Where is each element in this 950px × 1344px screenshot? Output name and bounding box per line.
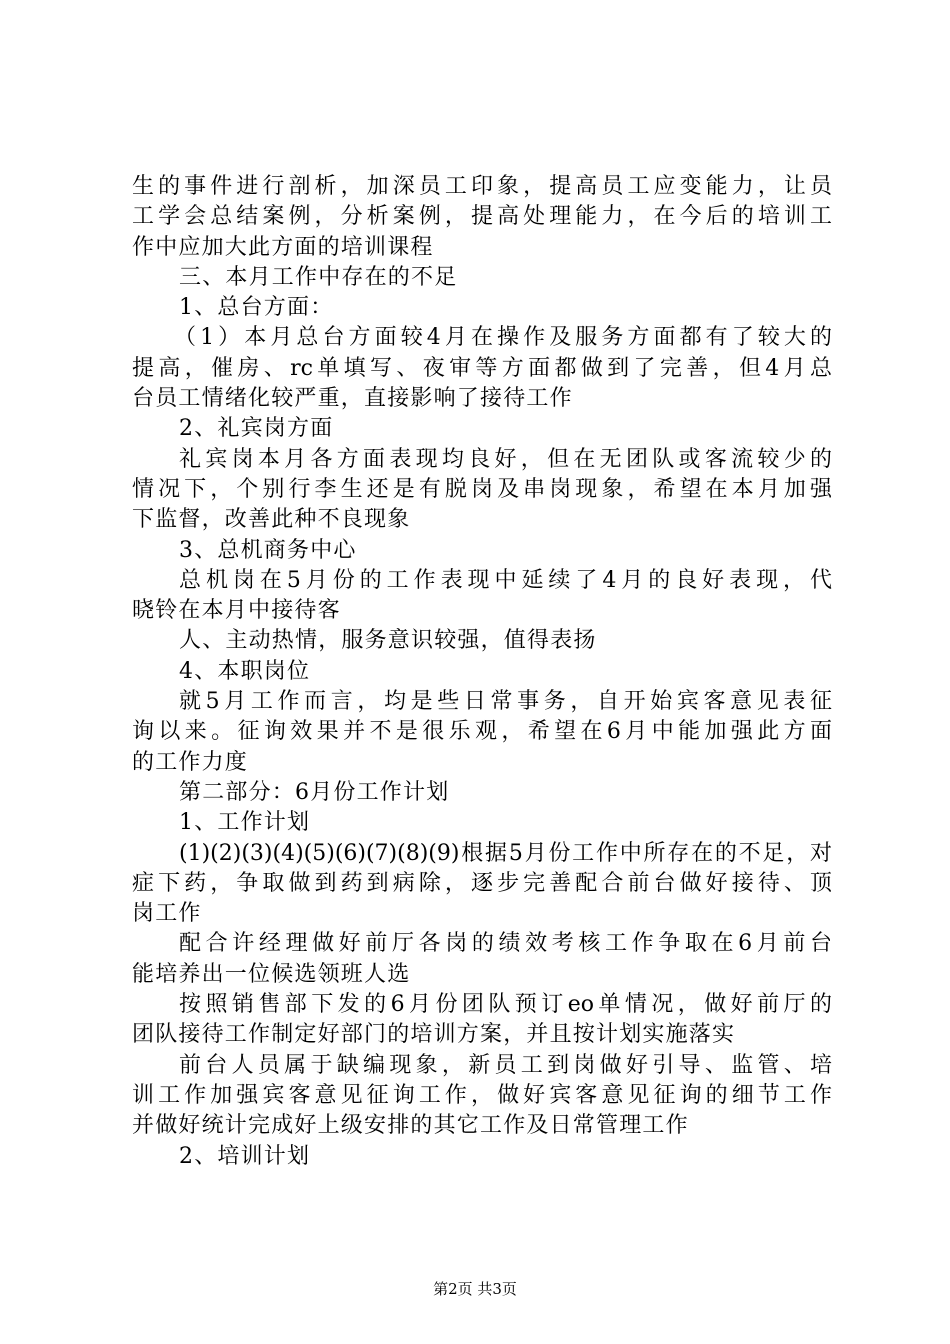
text-line: 症下药，争取做到药到病除，逐步完善配合前台做好接待、顶 [132, 870, 832, 896]
text-line: 生的事件进行剖析，加深员工印象，提高员工应变能力，让员 [132, 174, 832, 199]
text-line: 配合许经理做好前厅各岗的绩效考核工作争取在6月前台 [179, 931, 832, 957]
text-line: 训工作加强宾客意见征询工作，做好宾客意见征询的细节工作 [132, 1082, 832, 1108]
text-line: 工学会总结案例，分析案例，提高处理能力，在今后的培训工 [132, 204, 832, 230]
text-line: (1)(2)(3)(4)(5)(6)(7)(8)(9)根据5月份工作中所存在的不足，对 [179, 840, 832, 866]
subsection-heading: 3、总机商务中心 [179, 537, 357, 563]
text-line: 情况下，个别行李生还是有脱岗及串岗现象，希望在本月加强 [132, 476, 832, 502]
text-line: （1）本月总台方面较4月在操作及服务方面都有了较大的 [174, 325, 832, 351]
subsection-heading: 2、礼宾岗方面 [179, 416, 334, 442]
text-line: 台员工情绪化较严重，直接影响了接待工作 [132, 386, 573, 412]
section-heading: 三、本月工作中存在的不足 [179, 264, 458, 290]
text-line: 作中应加大此方面的培训课程 [132, 234, 434, 260]
subsection-heading: 2、培训计划 [179, 1143, 311, 1169]
text-line: 能培养出一位候选领班人选 [132, 961, 411, 987]
text-line: 并做好统计完成好上级安排的其它工作及日常管理工作 [132, 1113, 689, 1139]
text-line: 提高，催房、rc单填写、夜审等方面都做到了完善，但4月总 [132, 355, 832, 381]
text-line: 团队接待工作制定好部门的培训方案，并且按计划实施落实 [132, 1022, 736, 1048]
page-footer: 第2页 共3页 [433, 1280, 517, 1298]
part-heading: 第二部分：6月份工作计划 [179, 779, 450, 805]
text-line: 就5月工作而言，均是些日常事务，自开始宾客意见表征 [179, 689, 832, 715]
subsection-heading: 4、本职岗位 [179, 658, 311, 684]
subsection-heading: 1、工作计划 [179, 810, 311, 836]
text-line: 按照销售部下发的6月份团队预订eo单情况，做好前厅的 [179, 992, 832, 1018]
text-line: 下监督，改善此种不良现象 [132, 507, 411, 533]
text-line: 晓铃在本月中接待客 [132, 598, 341, 624]
text-line: 总机岗在5月份的工作表现中延续了4月的良好表现，代 [179, 567, 832, 593]
text-line: 的工作力度 [132, 749, 249, 775]
text-line: 前台人员属于缺编现象，新员工到岗做好引导、监管、培 [179, 1052, 832, 1078]
text-line: 人、主动热情，服务意识较强，值得表扬 [179, 628, 597, 654]
text-line: 礼宾岗本月各方面表现均良好，但在无团队或客流较少的 [179, 446, 832, 472]
subsection-heading: 1、总台方面： [179, 295, 334, 321]
text-line: 询以来。征询效果并不是很乐观，希望在6月中能加强此方面 [132, 719, 832, 745]
text-line: 岗工作 [132, 901, 202, 927]
document-body [132, 172, 832, 1172]
